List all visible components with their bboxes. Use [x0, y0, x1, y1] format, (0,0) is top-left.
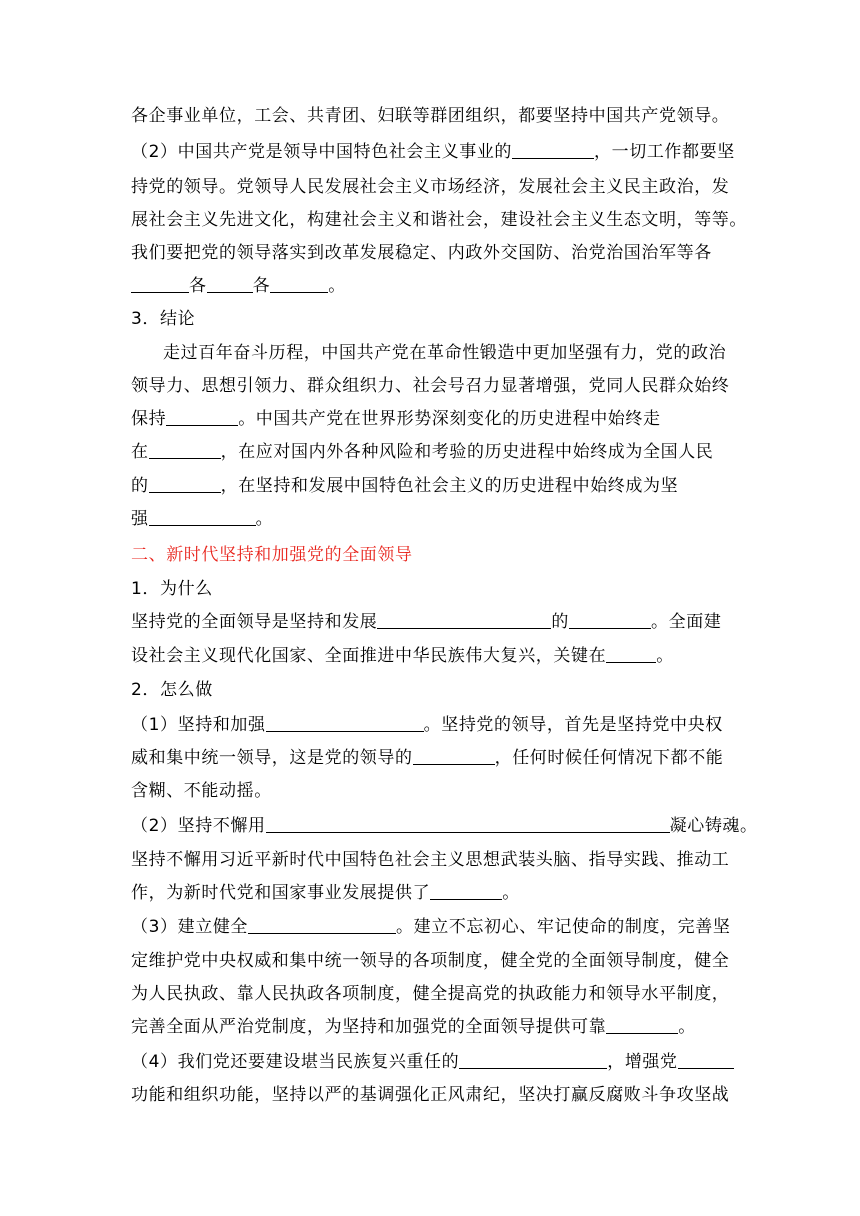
answer-blank[interactable] — [270, 276, 328, 293]
answer-blank[interactable] — [149, 509, 256, 526]
text-line: 威和集中统一领导，这是党的领导的 ，任何时候任何情况下都不能 — [131, 748, 724, 768]
answer-blank[interactable] — [266, 816, 670, 833]
text-line: 坚持党的全面领导是坚持和发展 的 。全面建 — [131, 612, 722, 632]
answer-blank[interactable] — [149, 476, 221, 493]
answer-blank[interactable] — [248, 917, 396, 934]
text-line: 含糊、不能动摇。 — [131, 781, 272, 801]
text-line: 作，为新时代党和国家事业发展提供了 。 — [131, 883, 520, 903]
text-line: 展社会主义先进文化，构建社会主义和谐社会，建设社会主义生态文明，等等。 — [131, 210, 747, 230]
text-line: 强 。 — [131, 509, 274, 529]
answer-blank[interactable] — [678, 1052, 734, 1069]
text-line: 各 各 。 — [131, 275, 346, 297]
answer-blank[interactable] — [149, 442, 221, 459]
section-heading: 3．结论 — [131, 309, 196, 329]
text-line: 功能和组织功能，坚持以严的基调强化正风肃纪，坚决打赢反腐败斗争攻坚战 — [131, 1085, 730, 1105]
answer-blank[interactable] — [131, 276, 189, 293]
answer-blank[interactable] — [266, 715, 424, 732]
text-line: 我们要把党的领导落实到改革发展稳定、内政外交国防、治党治国治军等各 — [131, 243, 712, 263]
text-line: （2）中国共产党是领导中国特色社会主义事业的 ，一切工作都要坚 — [131, 142, 735, 162]
text-line: （4）我们党还要建设堪当民族复兴重任的 ，增强党 — [131, 1051, 734, 1073]
text-line: （2）坚持不懈用 凝心铸魂。 — [131, 816, 758, 836]
answer-blank[interactable] — [606, 1017, 678, 1034]
text-line: 保持 。中国共产党在世界形势深刻变化的历史进程中始终走 — [131, 409, 661, 429]
text-line: 坚持不懈用习近平新时代中国特色社会主义思想武装头脑、指导实践、推动工 — [131, 850, 730, 870]
answer-blank[interactable] — [430, 883, 502, 900]
text-line: 完善全面从严治党制度，为坚持和加强党的全面领导提供可靠 。 — [131, 1017, 696, 1037]
text-line: 各企事业单位，工会、共青团、妇联等群团组织，都要坚持中国共产党领导。 — [131, 106, 730, 126]
text-line: （1）坚持和加强 。坚持党的领导，首先是坚持党中央权 — [131, 715, 723, 735]
answer-blank[interactable] — [459, 1052, 607, 1069]
answer-blank[interactable] — [606, 646, 656, 663]
section-heading: 1．为什么 — [131, 579, 213, 599]
section-title: 二、新时代坚持和加强党的全面领导 — [131, 545, 413, 565]
answer-blank[interactable] — [569, 612, 651, 629]
text-line: 在 ，在应对国内外各种风险和考验的历史进程中始终成为全国人民 — [131, 442, 714, 462]
answer-blank[interactable] — [413, 748, 495, 765]
text-line: 持党的领导。党领导人民发展社会主义市场经济，发展社会主义民主政治，发 — [131, 177, 730, 197]
text-line: 的 ，在坚持和发展中国特色社会主义的历史进程中始终成为坚 — [131, 476, 679, 496]
answer-blank[interactable] — [166, 409, 238, 426]
text-line: 走过百年奋斗历程，中国共产党在革命性锻造中更加坚强有力，党的政治 — [163, 343, 727, 363]
answer-blank[interactable] — [377, 612, 551, 629]
answer-blank[interactable] — [207, 276, 253, 293]
text-line: 定维护党中央权威和集中统一领导的各项制度，健全党的全面领导制度，健全 — [131, 951, 730, 971]
text-line: （3）建立健全 。建立不忘初心、牢记使命的制度，完善坚 — [131, 917, 731, 937]
text-line: 为人民执政、靠人民执政各项制度，健全提高党的执政能力和领导水平制度， — [131, 984, 730, 1004]
section-heading: 2．怎么做 — [131, 680, 213, 700]
text-line: 设社会主义现代化国家、全面推进中华民族伟大复兴，关键在 。 — [131, 646, 674, 666]
answer-blank[interactable] — [512, 142, 594, 159]
text-line: 领导力、思想引领力、群众组织力、社会号召力显著增强，党同人民群众始终 — [131, 376, 730, 396]
